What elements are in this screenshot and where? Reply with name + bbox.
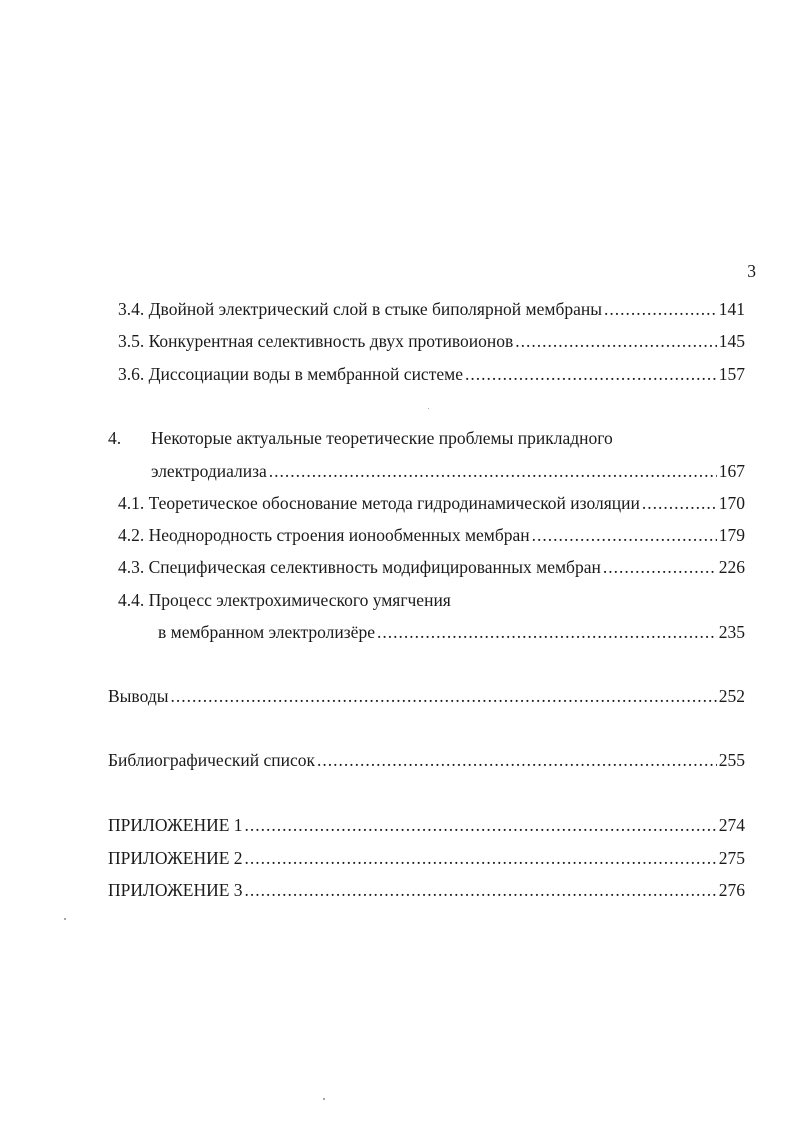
toc-entry-title: Выводы — [108, 686, 169, 706]
leader-dots — [245, 846, 717, 870]
leader-dots — [269, 459, 717, 483]
leader-dots — [170, 684, 716, 708]
leader-dots — [532, 523, 717, 547]
toc-entry-number: 3.4. — [118, 299, 145, 319]
toc-entry-page: 179 — [718, 525, 745, 545]
leader-dots — [245, 878, 717, 902]
toc-entry-4-4-line2 — [158, 620, 745, 644]
page-number: 3 — [747, 261, 756, 281]
toc-entry-title: Двойной электрический слой в стыке биполярной мембраны — [148, 299, 603, 319]
leader-dots — [465, 362, 717, 386]
leader-dots — [377, 620, 717, 644]
toc-entry-page: 157 — [718, 364, 745, 384]
toc-entry-title-continued: электродиализа — [151, 461, 267, 481]
scan-speck — [428, 408, 429, 409]
toc-entry-number: 3.5. — [118, 331, 145, 351]
toc-entry-4-1 — [118, 491, 745, 515]
toc-entry-page: 145 — [718, 331, 745, 351]
toc-entry-3-6 — [118, 362, 745, 386]
toc-entry-page: 276 — [718, 880, 745, 900]
toc-entry-number: 3.6. — [118, 364, 145, 384]
toc-entry-page: 255 — [718, 750, 745, 770]
toc-entry-title: ПРИЛОЖЕНИЕ 1 — [108, 815, 243, 835]
toc-entry-title: Процесс электрохимического умягчения — [148, 590, 451, 610]
toc-entry-page: 274 — [718, 815, 745, 835]
toc-appendix-2 — [108, 846, 745, 870]
toc-entry-page: 235 — [718, 622, 745, 642]
leader-dots — [317, 748, 717, 772]
toc-entry-number: 4.4. — [118, 590, 145, 610]
toc-entry-title-continued: в мембранном электролизёре — [158, 622, 375, 642]
toc-entry-page: 275 — [718, 848, 745, 868]
leader-dots — [245, 813, 717, 837]
toc-entry-title: Конкурентная селективность двух противоионов — [148, 331, 514, 351]
toc-entry-title: Специфическая селективность модифицированных мембран — [148, 557, 601, 577]
toc-conclusions — [108, 684, 745, 708]
toc-entry-title: Диссоциации воды в мембранной системе — [148, 364, 463, 384]
toc-entry-title: Теоретическое обоснование метода гидродинамической изоляции — [148, 493, 640, 513]
toc-appendix-1 — [108, 813, 745, 837]
toc-entry-3-5 — [118, 329, 745, 353]
scan-speck — [64, 918, 66, 920]
toc-entry-title: Некоторые актуальные теоретические проблемы прикладного — [151, 428, 613, 448]
toc-entry-title: ПРИЛОЖЕНИЕ 3 — [108, 880, 243, 900]
toc-entry-4-4-line1 — [118, 588, 451, 612]
toc-entry-number: 4.3. — [118, 557, 145, 577]
toc-entry-page: 170 — [718, 493, 745, 513]
toc-entry-title: ПРИЛОЖЕНИЕ 2 — [108, 848, 243, 868]
toc-entry-page: 226 — [718, 557, 745, 577]
toc-entry-page: 141 — [718, 299, 745, 319]
toc-entry-number: 4.1. — [118, 493, 145, 513]
toc-appendix-3 — [108, 878, 745, 902]
leader-dots — [603, 555, 717, 579]
toc-entry-number: 4.2. — [118, 525, 145, 545]
toc-chapter-4-line1 — [108, 426, 613, 450]
toc-entry-3-4 — [118, 297, 745, 321]
scan-speck — [323, 1098, 325, 1100]
toc-entry-title: Библиографический список — [108, 750, 316, 770]
toc-entry-4-3 — [118, 555, 745, 579]
leader-dots — [515, 329, 717, 353]
toc-chapter-4-line2 — [151, 459, 745, 483]
toc-entry-4-2 — [118, 523, 745, 547]
leader-dots — [604, 297, 717, 321]
toc-bibliography — [108, 748, 745, 772]
leader-dots — [642, 491, 717, 515]
toc-entry-number: 4. — [108, 428, 122, 448]
toc-entry-title: Неоднородность строения ионообменных мембран — [148, 525, 530, 545]
toc-entry-page: 167 — [718, 461, 745, 481]
toc-entry-page: 252 — [718, 686, 745, 706]
